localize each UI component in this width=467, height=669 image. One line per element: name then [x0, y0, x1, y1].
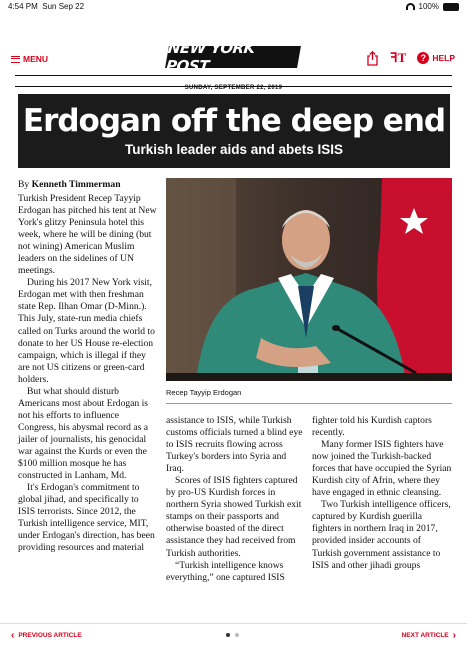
page-dot[interactable] [235, 633, 239, 637]
help-icon: ? [417, 52, 429, 64]
help-button[interactable] [417, 52, 455, 64]
page-dot[interactable] [226, 633, 230, 637]
paragraph: fighter told his Kurdish captors recently. [312, 415, 432, 439]
status-time-text: 4:54 PM [8, 2, 38, 11]
paragraph: Two Turkish intelligence officers, captured by Kurdish guerilla fighters in northern Iraq in 2017, provided insider accounts of Turkish government assistance to ISIS and other jihadi groups [312, 499, 451, 571]
paragraph: But what should disturb Americans most about Erdogan is not his efforts to influence Congress, his abysmal record as a jailer of journalists, his genocidal war against the Kurds or even the $100 million mosque he has constructed in Lanham, Md. [18, 385, 149, 482]
help-label: HELP [432, 53, 455, 63]
status-date: Sun Sep 22 [42, 2, 85, 11]
status-bar [0, 0, 467, 13]
paragraph: “Turkish intelligence knows everything,” one captured ISIS [166, 559, 285, 583]
paragraph: Many former ISIS fighters have now joined the Turkish-backed forces that have occupied the Syrian Kurdish city of Afrin, where they have engaged in ethnic cleansing. [312, 439, 452, 499]
photo-caption: Recep Tayyip Erdogan [166, 388, 242, 397]
byline-prefix: By [18, 179, 30, 190]
app-toolbar [0, 39, 467, 75]
paragraph: Scores of ISIS fighters captured by pro-US Kurdish forces in northern Syria showed Turkish exit stamps on their passports and otherwise boasted of the direct assistance they had received from Turkish authorities. [166, 475, 302, 559]
headline-banner [18, 94, 450, 168]
next-article-button[interactable] [401, 629, 456, 641]
page-indicator [226, 633, 239, 637]
share-icon[interactable] [366, 51, 379, 66]
article-subhead: Turkish leader aids and abets ISIS [124, 142, 344, 157]
status-right [406, 2, 459, 11]
byline [18, 179, 158, 191]
logo-text: NEW YORK POST [165, 39, 256, 75]
wifi-icon [406, 3, 415, 10]
article-headline: Erdogan off the deep end [22, 103, 446, 139]
article-column-3 [312, 415, 452, 572]
article-column-2 [166, 415, 303, 584]
dateline-text: SUNDAY, SEPTEMBER 22, 2019 [184, 85, 283, 91]
article-column-1 [18, 179, 158, 554]
status-time [8, 2, 84, 11]
article-photo [166, 178, 452, 381]
chevron-left-icon: ‹ [11, 629, 15, 641]
paragraph: assistance to ISIS, while Turkish customs officials turned a blind eye to ISIS recruits flowing across Turkey's borders into Syria and Iraq. [166, 415, 303, 475]
previous-article-label: PREVIOUS ARTICLE [18, 632, 82, 639]
paragraph: It's Erdogan's commitment to global jihad, and specifically to ISIS terrorists. Since 2012, the Turkish intelligence service, MIT, under Erdogan's direction, has been providing resources and material [18, 482, 155, 554]
chevron-right-icon: › [452, 629, 456, 641]
erdogan-photo-illustration [166, 178, 452, 381]
next-article-label: NEXT ARTICLE [401, 632, 449, 639]
menu-label: MENU [23, 54, 49, 64]
caption-divider [166, 403, 452, 404]
dateline [15, 75, 452, 91]
font-size-icon[interactable]: ꟻT [390, 50, 407, 65]
author-name: Kenneth Timmerman [31, 179, 121, 190]
menu-button[interactable] [11, 54, 48, 64]
new-york-post-logo [165, 39, 301, 75]
paragraph: Turkish President Recep Tayyip Erdogan has pitched his tent at New York's glitzy Peninsula hotel this week, where he will be dining (but not wining) American Muslim leaders on the sidelines of UN meetings. [18, 193, 157, 277]
article-navigation [0, 623, 467, 647]
battery-percent: 100% [418, 2, 439, 11]
previous-article-button[interactable] [11, 629, 82, 641]
hamburger-icon [11, 56, 20, 63]
paragraph: During his 2017 New York visit, Erdogan met with then freshman state Rep. Ilhan Omar (D-Minn.). This July, state-run media chiefs called on Turks around the world to donate to her US House re-election campaign, which is illegal if they are not US citizens or green-card holders. [18, 277, 155, 385]
toolbar-actions [366, 50, 455, 66]
battery-icon [443, 3, 459, 11]
